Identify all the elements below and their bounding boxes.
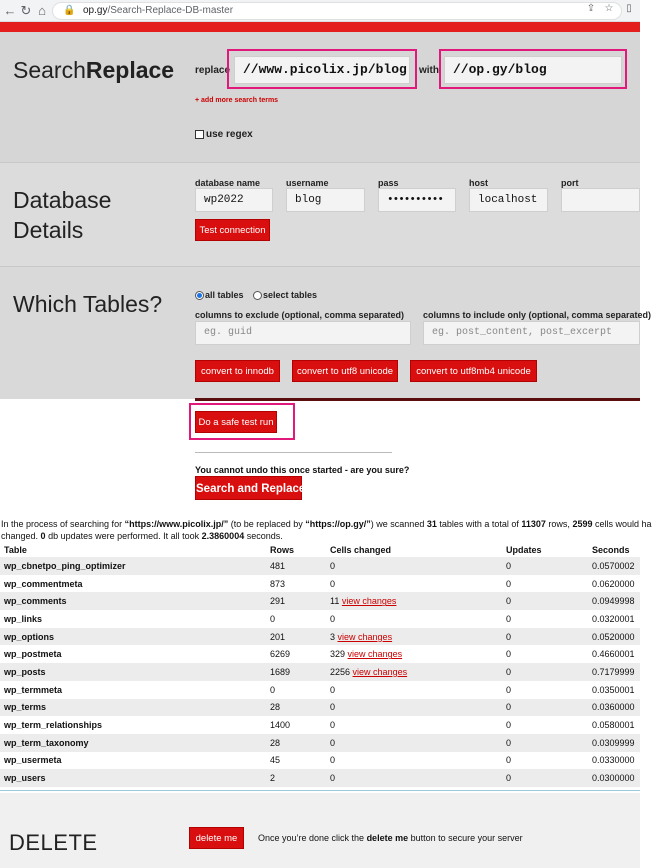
username-input[interactable]: blog bbox=[286, 188, 365, 212]
rows-cell bbox=[266, 575, 326, 593]
host-label: host bbox=[469, 178, 488, 188]
reload-icon[interactable]: ↻ bbox=[20, 3, 32, 18]
table-name-cell bbox=[0, 699, 266, 717]
table-row bbox=[0, 699, 640, 717]
page-title: SearchReplace bbox=[13, 57, 175, 83]
rows-cell bbox=[266, 681, 326, 699]
cells-changed-cell bbox=[326, 663, 502, 681]
header-table: Table bbox=[4, 545, 27, 555]
cells-changed-cell bbox=[326, 557, 502, 575]
results-table bbox=[0, 543, 640, 787]
cells-changed-cell bbox=[326, 610, 502, 628]
username-label: username bbox=[286, 178, 329, 188]
cells-changed-cell bbox=[326, 752, 502, 770]
star-icon[interactable]: ☆ bbox=[604, 3, 614, 14]
cells-changed-cell-text: 0 bbox=[330, 613, 336, 624]
rows-cell bbox=[266, 752, 326, 770]
table-name-cell-text: wp_term_taxonomy bbox=[4, 737, 89, 748]
seconds-cell-text: 0.4660001 bbox=[592, 649, 635, 660]
bottom-divider bbox=[0, 790, 640, 791]
rows-cell-text: 291 bbox=[270, 596, 286, 607]
seconds-cell bbox=[588, 734, 640, 752]
seconds-cell-text: 0.0570002 bbox=[592, 560, 635, 571]
table-name-cell bbox=[0, 557, 266, 575]
seconds-cell bbox=[588, 575, 640, 593]
seconds-cell-text: 0.0520000 bbox=[592, 631, 635, 642]
cells-changed-cell-text: 0 bbox=[330, 578, 336, 589]
all-tables-label: all tables bbox=[205, 290, 244, 300]
search-and-replace-button[interactable]: Search and Replace bbox=[195, 476, 302, 500]
port-label: port bbox=[561, 178, 579, 188]
rows-cell bbox=[266, 663, 326, 681]
cells-changed-cell bbox=[326, 699, 502, 717]
browser-toolbar bbox=[0, 0, 640, 22]
table-name-cell bbox=[0, 681, 266, 699]
tables-section bbox=[0, 266, 652, 399]
with-input[interactable]: //op.gy/blog bbox=[444, 56, 622, 84]
table-name-cell-text: wp_users bbox=[4, 773, 46, 784]
pass-label: pass bbox=[378, 178, 399, 188]
seconds-cell bbox=[588, 716, 640, 734]
warning-text: You cannot undo this once started - are you sure? bbox=[195, 465, 410, 475]
use-regex-checkbox[interactable] bbox=[195, 130, 204, 139]
seconds-cell bbox=[588, 557, 640, 575]
header-strip bbox=[0, 22, 640, 32]
cells-changed-cell bbox=[326, 734, 502, 752]
updates-cell bbox=[502, 575, 588, 593]
cells-changed-cell-text: 3 bbox=[330, 631, 336, 642]
rows-cell-text: 0 bbox=[270, 684, 276, 695]
seconds-cell bbox=[588, 628, 640, 646]
table-name-cell bbox=[0, 769, 266, 787]
cells-changed-cell bbox=[326, 681, 502, 699]
rows-cell bbox=[266, 610, 326, 628]
updates-cell-text: 0 bbox=[506, 666, 512, 677]
with-label: with bbox=[419, 65, 439, 76]
sidebar-icon[interactable]: ▯ bbox=[626, 3, 632, 14]
table-name-cell-text: wp_postmeta bbox=[4, 649, 62, 660]
divider bbox=[195, 398, 640, 401]
rows-cell-text: 28 bbox=[270, 702, 281, 713]
table-name-cell bbox=[0, 610, 266, 628]
cells-changed-cell bbox=[326, 769, 502, 787]
rows-cell-text: 1400 bbox=[270, 720, 291, 731]
seconds-cell-text: 0.0360000 bbox=[592, 702, 635, 713]
updates-cell-text: 0 bbox=[506, 720, 512, 731]
updates-cell bbox=[502, 681, 588, 699]
delete-me-button[interactable]: delete me bbox=[189, 827, 244, 849]
header-updates: Updates bbox=[506, 545, 542, 555]
exclude-label: columns to exclude (optional, comma separated) bbox=[195, 310, 405, 320]
seconds-cell bbox=[588, 752, 640, 770]
cells-changed-cell-text: 0 bbox=[330, 737, 336, 748]
rows-cell-text: 6269 bbox=[270, 649, 291, 660]
separator bbox=[195, 452, 392, 453]
lock-icon: 🔒 bbox=[63, 5, 76, 16]
table-name-cell bbox=[0, 716, 266, 734]
cells-changed-cell-text: 11 bbox=[330, 596, 340, 607]
rows-cell bbox=[266, 716, 326, 734]
rows-cell-text: 0 bbox=[270, 613, 276, 624]
convert-utf8mb4-button[interactable]: convert to utf8mb4 unicode bbox=[410, 360, 537, 382]
updates-cell bbox=[502, 769, 588, 787]
table-row bbox=[0, 734, 640, 752]
table-name-cell bbox=[0, 628, 266, 646]
seconds-cell-text: 0.0580001 bbox=[592, 720, 635, 731]
database-section bbox=[0, 162, 640, 266]
table-name-cell-text: wp_cbnetpo_ping_optimizer bbox=[4, 560, 126, 571]
cells-changed-cell bbox=[326, 628, 502, 646]
table-name-cell-text: wp_terms bbox=[4, 702, 47, 713]
cells-changed-cell-text: 0 bbox=[330, 720, 336, 731]
seconds-cell-text: 0.7179999 bbox=[592, 666, 635, 677]
pass-input[interactable]: •••••••••• bbox=[378, 188, 456, 212]
use-regex-label: use regex bbox=[206, 129, 253, 140]
updates-cell-text: 0 bbox=[506, 737, 512, 748]
table-name-cell bbox=[0, 663, 266, 681]
cells-changed-cell-text: 329 bbox=[330, 649, 346, 660]
updates-cell-text: 0 bbox=[506, 755, 512, 766]
replace-input[interactable]: //www.picolix.jp/blog bbox=[234, 56, 410, 84]
seconds-cell-text: 0.0330000 bbox=[592, 755, 635, 766]
cells-changed-cell-text: 0 bbox=[330, 560, 336, 571]
updates-cell bbox=[502, 716, 588, 734]
seconds-cell-text: 0.0620000 bbox=[592, 578, 635, 589]
delete-title: DELETE bbox=[9, 830, 98, 855]
database-title: Database Details bbox=[13, 187, 112, 243]
select-tables-label: select tables bbox=[263, 290, 318, 300]
seconds-cell-text: 0.0949998 bbox=[592, 596, 635, 607]
view-changes-link[interactable]: view changes bbox=[337, 631, 393, 642]
table-row bbox=[0, 681, 640, 699]
table-row bbox=[0, 610, 640, 628]
seconds-cell-text: 0.0350001 bbox=[592, 684, 635, 695]
convert-innodb-button[interactable]: convert to innodb bbox=[195, 360, 280, 382]
rows-cell-text: 45 bbox=[270, 755, 281, 766]
search-replace-section bbox=[0, 32, 640, 162]
cells-changed-cell-text: 2256 bbox=[330, 666, 351, 677]
table-name-cell-text: wp_usermeta bbox=[4, 755, 62, 766]
updates-cell bbox=[502, 610, 588, 628]
with-highlight bbox=[439, 49, 627, 89]
updates-cell-text: 0 bbox=[506, 578, 512, 589]
home-icon[interactable]: ⌂ bbox=[38, 3, 46, 18]
table-row bbox=[0, 752, 640, 770]
table-row bbox=[0, 592, 640, 610]
tables-title: Which Tables? bbox=[13, 291, 163, 317]
rows-cell bbox=[266, 645, 326, 663]
cells-changed-cell-text: 0 bbox=[330, 702, 336, 713]
port-input[interactable] bbox=[561, 188, 640, 212]
updates-cell-text: 0 bbox=[506, 773, 512, 784]
safe-test-highlight bbox=[189, 403, 295, 440]
table-name-cell-text: wp_termmeta bbox=[4, 684, 63, 695]
seconds-cell bbox=[588, 645, 640, 663]
convert-utf8-button[interactable]: convert to utf8 unicode bbox=[292, 360, 398, 382]
host-input[interactable]: localhost bbox=[469, 188, 548, 212]
seconds-cell bbox=[588, 592, 640, 610]
rows-cell-text: 481 bbox=[270, 560, 286, 571]
updates-cell-text: 0 bbox=[506, 613, 512, 624]
rows-cell-text: 1689 bbox=[270, 666, 291, 677]
updates-cell bbox=[502, 557, 588, 575]
table-name-cell bbox=[0, 592, 266, 610]
rows-cell-text: 28 bbox=[270, 737, 281, 748]
table-row bbox=[0, 628, 640, 646]
table-name-cell bbox=[0, 575, 266, 593]
cells-changed-cell bbox=[326, 592, 502, 610]
exclude-columns-input[interactable]: eg. guid bbox=[195, 321, 411, 345]
table-name-cell bbox=[0, 752, 266, 770]
table-name-cell bbox=[0, 734, 266, 752]
view-changes-link[interactable]: view changes bbox=[341, 596, 397, 607]
updates-cell-text: 0 bbox=[506, 702, 512, 713]
cells-changed-cell bbox=[326, 716, 502, 734]
rows-cell bbox=[266, 699, 326, 717]
updates-cell bbox=[502, 592, 588, 610]
seconds-cell bbox=[588, 681, 640, 699]
results-table-wrap bbox=[0, 543, 640, 787]
table-row bbox=[0, 645, 640, 663]
include-columns-input[interactable]: eg. post_content, post_excerpt bbox=[423, 321, 640, 345]
table-row bbox=[0, 575, 640, 593]
back-arrow-icon[interactable]: ← bbox=[3, 3, 17, 18]
cells-changed-cell-text: 0 bbox=[330, 755, 336, 766]
seconds-cell bbox=[588, 699, 640, 717]
updates-cell bbox=[502, 645, 588, 663]
seconds-cell bbox=[588, 769, 640, 787]
header-rows: Rows bbox=[270, 545, 295, 555]
results-summary: In the process of searching for “https://www.picolix.jp/” (to be replaced by “https://op.gy/”) we scanned 31 tables with a total of 11307 rows, 2599 cells would ha changed. 0 db updates were performed. It all took 2.3860004 seconds. bbox=[1, 519, 652, 541]
rows-cell bbox=[266, 557, 326, 575]
table-name-cell-text: wp_comments bbox=[4, 596, 67, 607]
table-header-row bbox=[0, 543, 640, 557]
include-label: columns to include only (optional, comma separated) bbox=[423, 310, 652, 320]
cells-changed-cell-text: 0 bbox=[330, 773, 336, 784]
updates-cell-text: 0 bbox=[506, 560, 512, 571]
rows-cell-text: 201 bbox=[270, 631, 286, 642]
select-tables-radio[interactable] bbox=[253, 291, 262, 300]
rows-cell bbox=[266, 628, 326, 646]
updates-cell-text: 0 bbox=[506, 684, 512, 695]
updates-cell-text: 0 bbox=[506, 649, 512, 660]
db-name-label: database name bbox=[195, 178, 261, 188]
table-name-cell-text: wp_options bbox=[4, 631, 54, 642]
header-cells: Cells changed bbox=[330, 545, 392, 555]
cells-changed-cell-text: 0 bbox=[330, 684, 336, 695]
table-row bbox=[0, 557, 640, 575]
table-row bbox=[0, 716, 640, 734]
rows-cell bbox=[266, 769, 326, 787]
updates-cell bbox=[502, 663, 588, 681]
updates-cell-text: 0 bbox=[506, 631, 512, 642]
cells-changed-cell bbox=[326, 575, 502, 593]
rows-cell-text: 2 bbox=[270, 773, 276, 784]
seconds-cell-text: 0.0320001 bbox=[592, 613, 635, 624]
rows-cell bbox=[266, 734, 326, 752]
rows-cell-text: 873 bbox=[270, 578, 286, 589]
url-text: op.gy/Search-Replace-DB-master bbox=[83, 5, 234, 16]
updates-cell-text: 0 bbox=[506, 596, 512, 607]
updates-cell bbox=[502, 628, 588, 646]
all-tables-radio[interactable] bbox=[195, 291, 204, 300]
replace-label: replace bbox=[195, 65, 231, 76]
table-row bbox=[0, 663, 640, 681]
seconds-cell-text: 0.0300000 bbox=[592, 773, 635, 784]
updates-cell bbox=[502, 734, 588, 752]
address-bar[interactable] bbox=[52, 2, 622, 20]
table-name-cell-text: wp_term_relationships bbox=[4, 720, 103, 731]
rows-cell bbox=[266, 592, 326, 610]
safe-test-run-button[interactable]: Do a safe test run bbox=[195, 411, 277, 433]
table-name-cell-text: wp_links bbox=[4, 613, 43, 624]
cells-changed-cell bbox=[326, 645, 502, 663]
updates-cell bbox=[502, 699, 588, 717]
test-connection-button[interactable]: Test connection bbox=[195, 219, 270, 241]
db-name-input[interactable]: wp2022 bbox=[195, 188, 273, 212]
seconds-cell bbox=[588, 610, 640, 628]
updates-cell bbox=[502, 752, 588, 770]
table-row bbox=[0, 769, 640, 787]
seconds-cell-text: 0.0309999 bbox=[592, 737, 635, 748]
delete-section bbox=[0, 793, 640, 868]
delete-note: Once you’re done click the delete me button to secure your server bbox=[258, 833, 523, 843]
table-name-cell-text: wp_commentmeta bbox=[4, 578, 83, 589]
seconds-cell bbox=[588, 663, 640, 681]
table-name-cell-text: wp_posts bbox=[4, 666, 46, 677]
view-changes-link[interactable]: view changes bbox=[352, 666, 408, 677]
view-changes-link[interactable]: view changes bbox=[347, 649, 403, 660]
share-icon[interactable]: ⇪ bbox=[586, 3, 596, 14]
table-name-cell bbox=[0, 645, 266, 663]
add-more-terms-link[interactable]: + add more search terms bbox=[195, 97, 279, 104]
header-seconds: Seconds bbox=[592, 545, 630, 555]
replace-highlight bbox=[227, 49, 417, 89]
